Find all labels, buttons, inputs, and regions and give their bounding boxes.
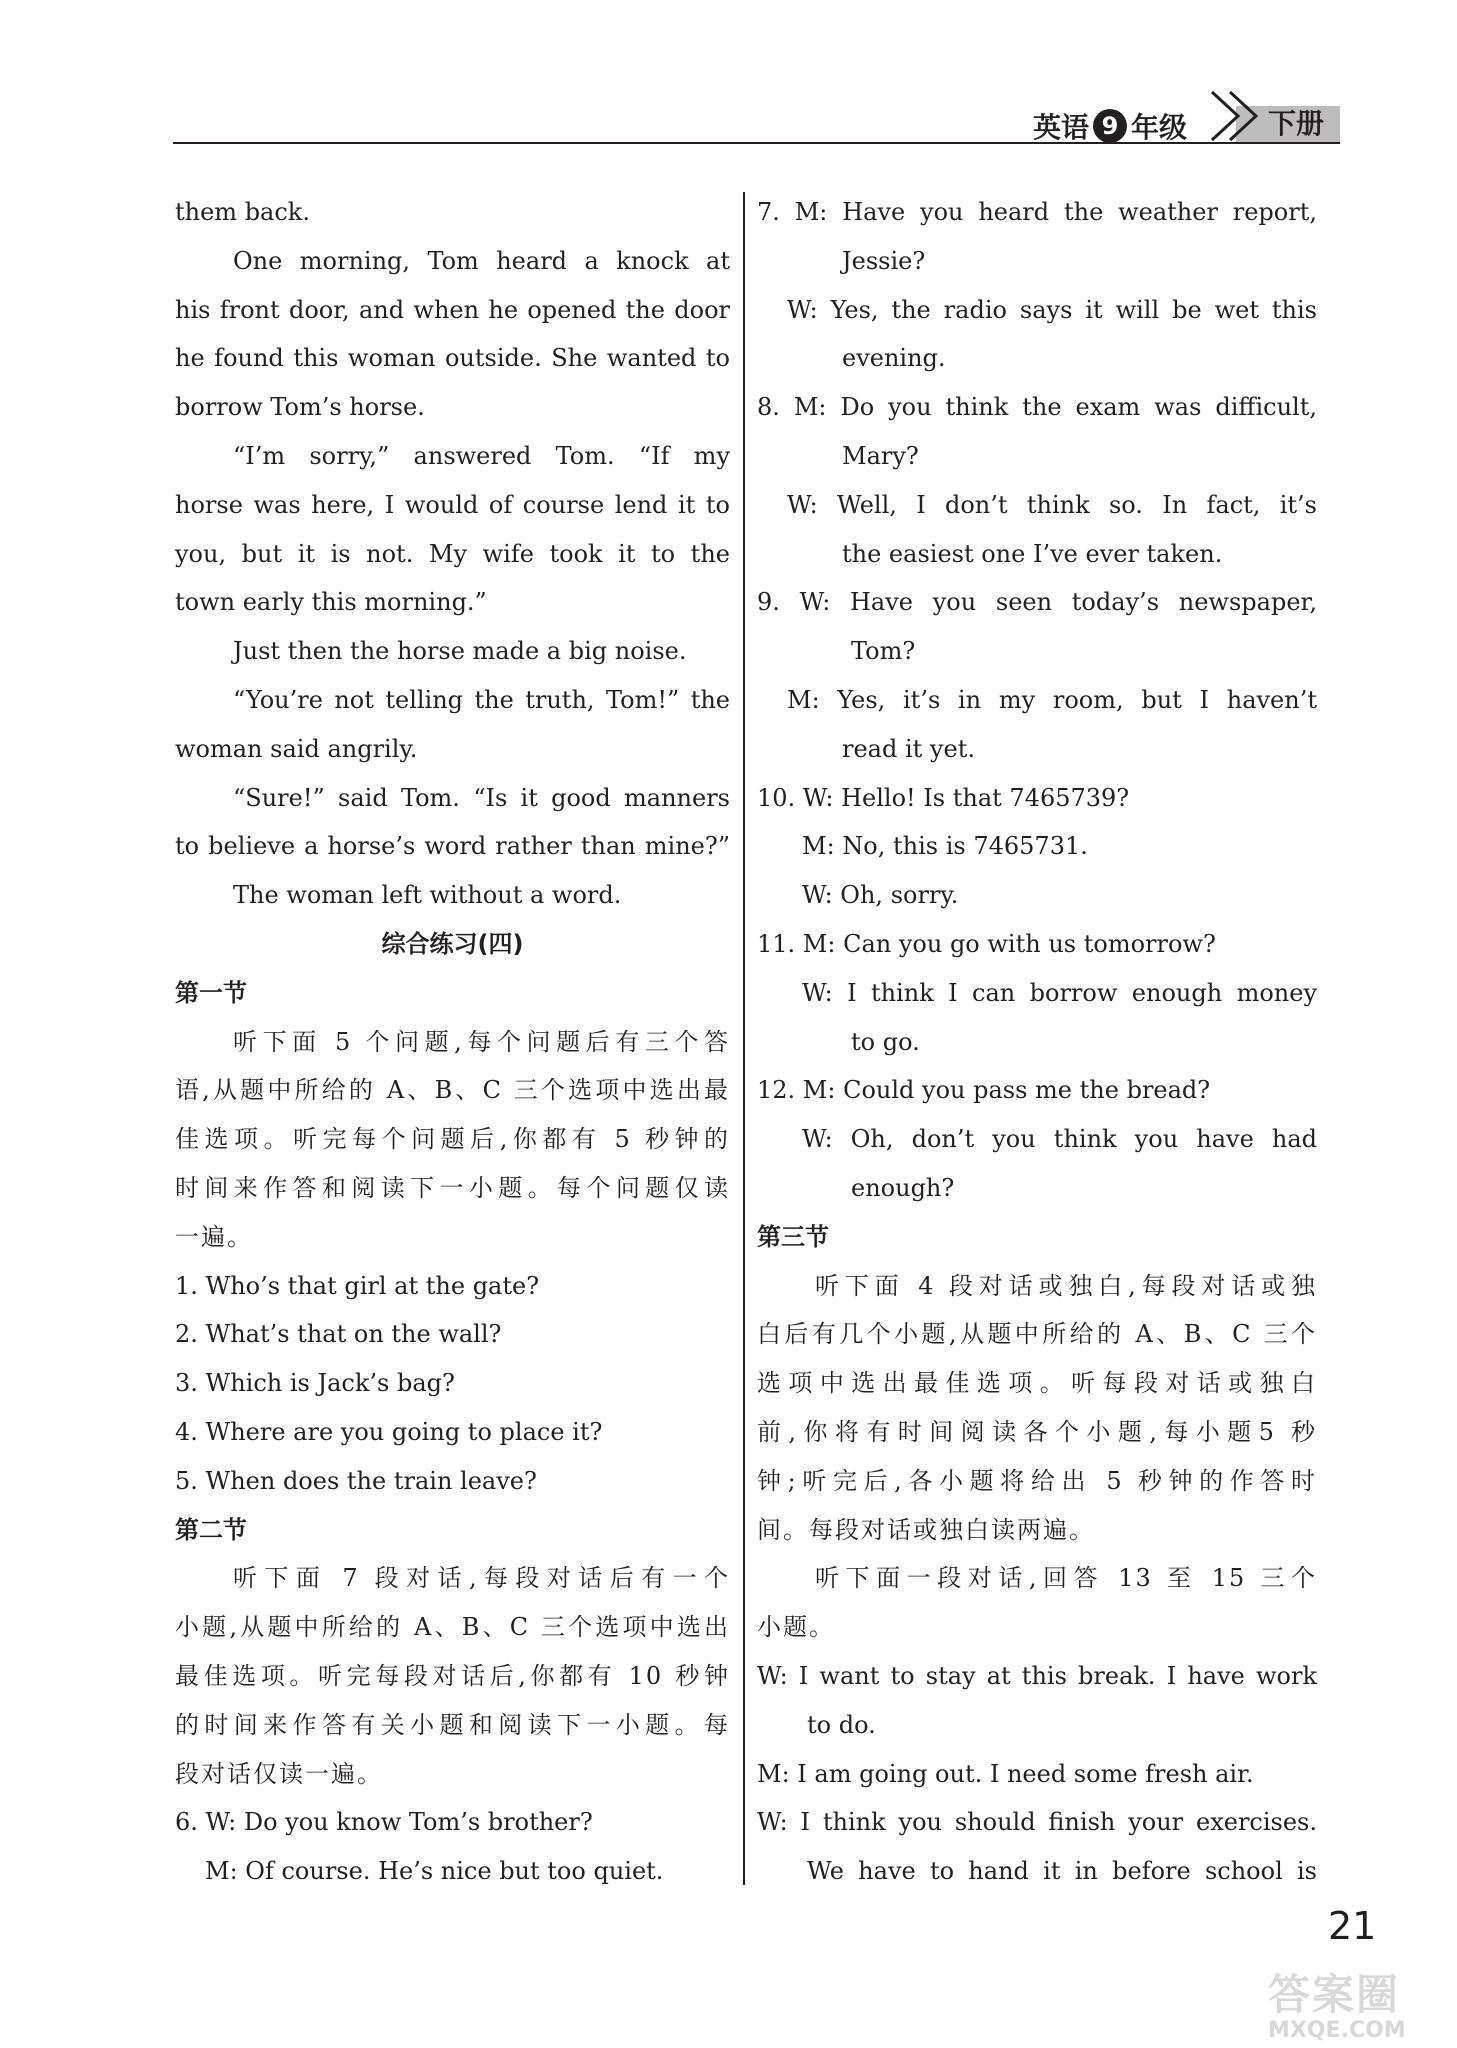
text-line: 12. M: Could you pass me the bread? bbox=[757, 1076, 1211, 1105]
section-heading: 第一节 bbox=[175, 978, 247, 1007]
text-line: “I’m sorry,” answered Tom. “If my bbox=[233, 441, 730, 470]
text-line: “You’re not telling the truth, Tom!” the bbox=[233, 685, 730, 714]
section-heading: 第三节 bbox=[757, 1222, 829, 1251]
text-line: town early this morning.” bbox=[175, 588, 487, 617]
text-line: M: No, this is 7465731. bbox=[802, 832, 1088, 861]
text-line: 6. W: Do you know Tom’s brother? bbox=[175, 1808, 593, 1837]
text-line: read it yet. bbox=[842, 734, 975, 763]
text-line: W: Oh, don’t you think you have had bbox=[802, 1125, 1317, 1154]
text-line: them back. bbox=[175, 198, 310, 226]
subject-label: 英语 bbox=[1033, 111, 1090, 144]
text-line: Just then the horse made a big noise. bbox=[233, 637, 687, 666]
text-line: 听下面 4 段对话或独白,每段对话或独 bbox=[815, 1271, 1317, 1300]
text-line: 10. W: Hello! Is that 7465739? bbox=[757, 783, 1130, 812]
text-line: 7. M: Have you heard the weather report, bbox=[757, 198, 1317, 226]
text-line: 8. M: Do you think the exam was difficult, bbox=[757, 393, 1317, 422]
text-line: 1. Who’s that girl at the gate? bbox=[175, 1271, 540, 1300]
text-line: W: Oh, sorry. bbox=[802, 881, 959, 910]
text-line: W: Yes, the radio says it will be wet this bbox=[787, 295, 1317, 324]
section-heading: 第二节 bbox=[175, 1515, 247, 1544]
text-line: M: Of course. He’s nice but too quiet. bbox=[205, 1857, 664, 1886]
text-line: 小题。 bbox=[757, 1613, 835, 1642]
text-line: W: I think I can borrow enough money bbox=[802, 978, 1317, 1007]
text-line: We have to hand it in before school is bbox=[807, 1857, 1317, 1886]
text-line: 选项中选出最佳选项。听每段对话或独白 bbox=[757, 1369, 1317, 1398]
double-chevron-icon bbox=[1208, 88, 1268, 144]
text-line: 4. Where are you going to place it? bbox=[175, 1417, 603, 1446]
text-line: 听下面一段对话,回答 13 至 15 三个 bbox=[815, 1564, 1317, 1593]
text-line: 9. W: Have you seen today’s newspaper, bbox=[757, 588, 1317, 617]
text-line: 听下面 7 段对话,每段对话后有一个 bbox=[233, 1564, 730, 1593]
text-line: W: Well, I don’t think so. In fact, it’s bbox=[787, 490, 1317, 519]
grade-suffix: 年级 bbox=[1131, 111, 1188, 144]
text-line: 一遍。 bbox=[175, 1222, 253, 1251]
header-title bbox=[1033, 106, 1187, 146]
volume-tab: 下册 bbox=[1236, 106, 1340, 142]
column-divider bbox=[743, 192, 745, 1885]
text-line: 听下面 5 个问题,每个问题后有三个答 bbox=[233, 1027, 730, 1056]
text-line: to believe a horse’s word rather than mine?” bbox=[175, 832, 730, 861]
text-line: “Sure!” said Tom. “Is it good manners bbox=[233, 783, 730, 812]
text-line: the easiest one I’ve ever taken. bbox=[842, 539, 1223, 568]
text-line: Mary? bbox=[842, 441, 919, 470]
text-line: 最佳选项。听完每段对话后,你都有 10 秒钟 bbox=[175, 1661, 730, 1690]
text-line: 2. What’s that on the wall? bbox=[175, 1320, 502, 1349]
grade-number-badge: 9 bbox=[1093, 109, 1127, 143]
text-line: 3. Which is Jack’s bag? bbox=[175, 1369, 455, 1398]
text-line: 5. When does the train leave? bbox=[175, 1466, 537, 1495]
text-line: woman said angrily. bbox=[175, 734, 418, 763]
text-line: 小题,从题中所给的 A、B、C 三个选项中选出 bbox=[175, 1613, 730, 1642]
text-line: 11. M: Can you go with us tomorrow? bbox=[757, 929, 1216, 958]
text-line: you, but it is not. My wife took it to the bbox=[175, 539, 730, 568]
text-line: W: I want to stay at this break. I have work bbox=[757, 1661, 1317, 1690]
text-line: enough? bbox=[851, 1173, 955, 1202]
right-column bbox=[757, 188, 1317, 1896]
text-line: Tom? bbox=[851, 637, 916, 666]
text-line: M: Yes, it’s in my room, but I haven’t bbox=[787, 685, 1317, 714]
watermark-logo: 答案圈 MXQE.COM bbox=[1268, 1970, 1406, 2043]
text-line: to go. bbox=[851, 1027, 920, 1056]
text-line: One morning, Tom heard a knock at bbox=[233, 246, 730, 275]
text-line: 佳选项。听完每个问题后,你都有 5 秒钟的 bbox=[175, 1125, 730, 1154]
exercise-title: 综合练习(四) bbox=[381, 929, 524, 958]
text-line: 间。每段对话或独白读两遍。 bbox=[757, 1515, 1095, 1544]
text-line: The woman left without a word. bbox=[233, 881, 622, 910]
text-line: to do. bbox=[807, 1710, 876, 1739]
page-number: 21 bbox=[1328, 1904, 1377, 1948]
text-line: W: I think you should finish your exercises. bbox=[757, 1808, 1317, 1837]
text-line: borrow Tom’s horse. bbox=[175, 393, 425, 422]
text-line: Jessie? bbox=[842, 246, 926, 275]
text-line: 语,从题中所给的 A、B、C 三个选项中选出最 bbox=[175, 1076, 730, 1105]
text-line: evening. bbox=[842, 344, 946, 373]
text-line: his front door, and when he opened the door bbox=[175, 295, 730, 324]
text-line: 白后有几个小题,从题中所给的 A、B、C 三个 bbox=[757, 1320, 1317, 1349]
text-line: M: I am going out. I need some fresh air. bbox=[757, 1759, 1254, 1788]
text-line: 时间来作答和阅读下一小题。每个问题仅读 bbox=[175, 1173, 730, 1202]
text-line: horse was here, I would of course lend it to bbox=[175, 490, 730, 519]
text-line: 的时间来作答有关小题和阅读下一小题。每 bbox=[175, 1710, 730, 1739]
left-column bbox=[175, 188, 730, 1896]
text-line: 前,你将有时间阅读各个小题,每小题5 秒 bbox=[757, 1417, 1317, 1446]
text-line: 钟;听完后,各小题将给出 5 秒钟的作答时 bbox=[757, 1466, 1317, 1495]
text-line: 段对话仅读一遍。 bbox=[175, 1759, 383, 1788]
text-line: he found this woman outside. She wanted to bbox=[175, 344, 730, 373]
